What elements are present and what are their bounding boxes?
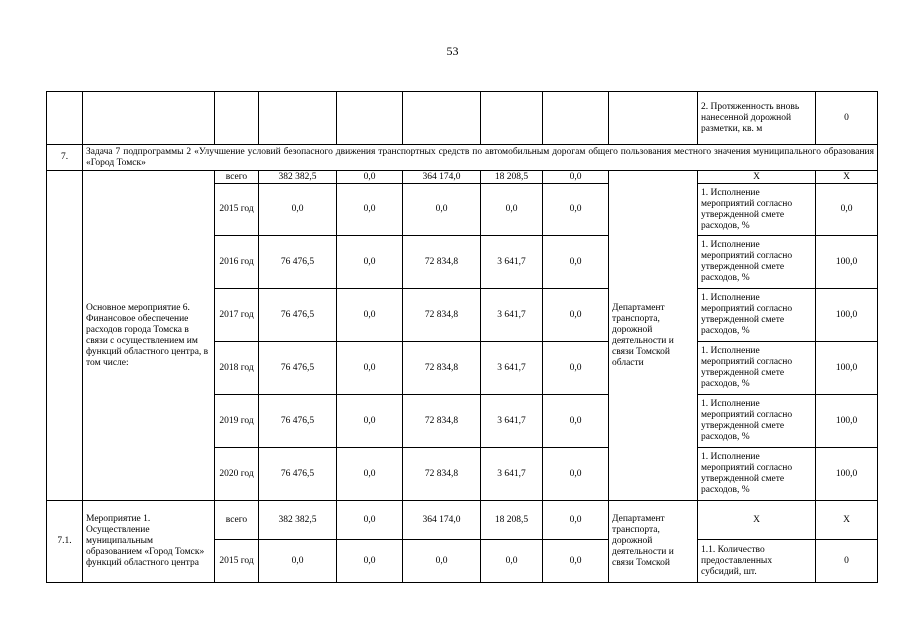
indicator-value: 0 xyxy=(816,92,878,145)
amount-cell: 0,0 xyxy=(337,342,403,395)
indicator-cell: 1. Исполнение мероприятий согласно утвержденной смете расходов, % xyxy=(698,448,816,501)
amount-cell: 18 208,5 xyxy=(481,171,543,184)
amount-cell: 0,0 xyxy=(337,395,403,448)
amount-cell: 0,0 xyxy=(543,501,609,540)
amount-cell: 0,0 xyxy=(337,448,403,501)
amount-cell: 72 834,8 xyxy=(403,236,481,289)
indicator-value: 100,0 xyxy=(816,448,878,501)
period-cell: всего xyxy=(215,171,259,184)
task-number: 7. xyxy=(47,145,83,171)
indicator-value: 100,0 xyxy=(816,342,878,395)
amount-cell: 0,0 xyxy=(543,342,609,395)
table-row xyxy=(47,501,878,540)
amount-cell: 0,0 xyxy=(543,395,609,448)
amount-cell: 0,0 xyxy=(543,448,609,501)
amount-cell: 3 641,7 xyxy=(481,342,543,395)
amount-cell: 0,0 xyxy=(481,184,543,236)
indicator-cell: 1. Исполнение мероприятий согласно утвержденной смете расходов, % xyxy=(698,342,816,395)
amount-cell: 0,0 xyxy=(543,171,609,184)
amount-cell: 72 834,8 xyxy=(403,395,481,448)
amount-cell: 0,0 xyxy=(337,289,403,342)
amount-cell: 18 208,5 xyxy=(481,501,543,540)
activity-number: 7.1. xyxy=(47,501,83,583)
amount-cell: 76 476,5 xyxy=(259,342,337,395)
period-cell: 2018 год xyxy=(215,342,259,395)
amount-cell: 0,0 xyxy=(337,171,403,184)
indicator-value: 100,0 xyxy=(816,289,878,342)
indicator-cell: 1.1. Количество предоставленных субсидий, шт. xyxy=(698,540,816,583)
amount-cell: 0,0 xyxy=(403,184,481,236)
indicator-cell: Х xyxy=(698,171,816,184)
period-cell: 2015 год xyxy=(215,540,259,583)
period-cell: всего xyxy=(215,501,259,540)
executor-cell: Департамент транспорта, дорожной деятельности и связи Томской области xyxy=(609,171,698,501)
amount-cell: 0,0 xyxy=(403,540,481,583)
period-cell: 2015 год xyxy=(215,184,259,236)
indicator-cell: 1. Исполнение мероприятий согласно утвержденной смете расходов, % xyxy=(698,289,816,342)
amount-cell: 382 382,5 xyxy=(259,171,337,184)
indicator-cell: 2. Протяженность вновь нанесенной дорожной разметки, кв. м xyxy=(698,92,816,145)
amount-cell: 0,0 xyxy=(543,184,609,236)
amount-cell: 76 476,5 xyxy=(259,236,337,289)
amount-cell: 3 641,7 xyxy=(481,289,543,342)
amount-cell: 0,0 xyxy=(337,236,403,289)
indicator-value: 100,0 xyxy=(816,236,878,289)
amount-cell: 382 382,5 xyxy=(259,501,337,540)
indicator-cell: Х xyxy=(698,501,816,540)
period-cell: 2019 год xyxy=(215,395,259,448)
activity-name: Основное мероприятие 6. Финансовое обеспечение расходов города Томска в связи с осуществлением им функций областного центра, в том числе: xyxy=(83,171,215,501)
indicator-value: Х xyxy=(816,501,878,540)
table-row xyxy=(47,92,878,145)
amount-cell: 0,0 xyxy=(481,540,543,583)
indicator-cell: 1. Исполнение мероприятий согласно утвержденной смете расходов, % xyxy=(698,184,816,236)
amount-cell: 76 476,5 xyxy=(259,289,337,342)
period-cell: 2017 год xyxy=(215,289,259,342)
table-row xyxy=(47,171,878,184)
amount-cell: 72 834,8 xyxy=(403,289,481,342)
indicator-cell: 1. Исполнение мероприятий согласно утвержденной смете расходов, % xyxy=(698,236,816,289)
amount-cell: 3 641,7 xyxy=(481,395,543,448)
indicator-value: Х xyxy=(816,171,878,184)
amount-cell: 364 174,0 xyxy=(403,171,481,184)
program-table xyxy=(46,91,878,583)
amount-cell: 0,0 xyxy=(543,289,609,342)
amount-cell: 72 834,8 xyxy=(403,448,481,501)
activity-name: Мероприятие 1. Осуществление муниципальным образованием «Город Томск» функций областного центра xyxy=(83,501,215,583)
amount-cell: 0,0 xyxy=(337,184,403,236)
task-title: Задача 7 подпрограммы 2 «Улучшение условий безопасного движения транспортных средств по автомобильным дорогам общего пользования местного значения муниципального образования «Город Томск» xyxy=(83,145,878,171)
amount-cell: 0,0 xyxy=(259,540,337,583)
indicator-value: 100,0 xyxy=(816,395,878,448)
amount-cell: 76 476,5 xyxy=(259,448,337,501)
task-row xyxy=(47,145,878,171)
amount-cell: 3 641,7 xyxy=(481,236,543,289)
period-cell: 2020 год xyxy=(215,448,259,501)
indicator-cell: 1. Исполнение мероприятий согласно утвержденной смете расходов, % xyxy=(698,395,816,448)
amount-cell: 72 834,8 xyxy=(403,342,481,395)
amount-cell: 3 641,7 xyxy=(481,448,543,501)
amount-cell: 0,0 xyxy=(543,540,609,583)
amount-cell: 0,0 xyxy=(337,540,403,583)
executor-cell: Департамент транспорта, дорожной деятельности и связи Томской xyxy=(609,501,698,583)
page-number: 53 xyxy=(446,44,459,58)
amount-cell: 76 476,5 xyxy=(259,395,337,448)
amount-cell: 0,0 xyxy=(337,501,403,540)
amount-cell: 364 174,0 xyxy=(403,501,481,540)
indicator-value: 0 xyxy=(816,540,878,583)
amount-cell: 0,0 xyxy=(259,184,337,236)
period-cell: 2016 год xyxy=(215,236,259,289)
indicator-value: 0,0 xyxy=(816,184,878,236)
amount-cell: 0,0 xyxy=(543,236,609,289)
